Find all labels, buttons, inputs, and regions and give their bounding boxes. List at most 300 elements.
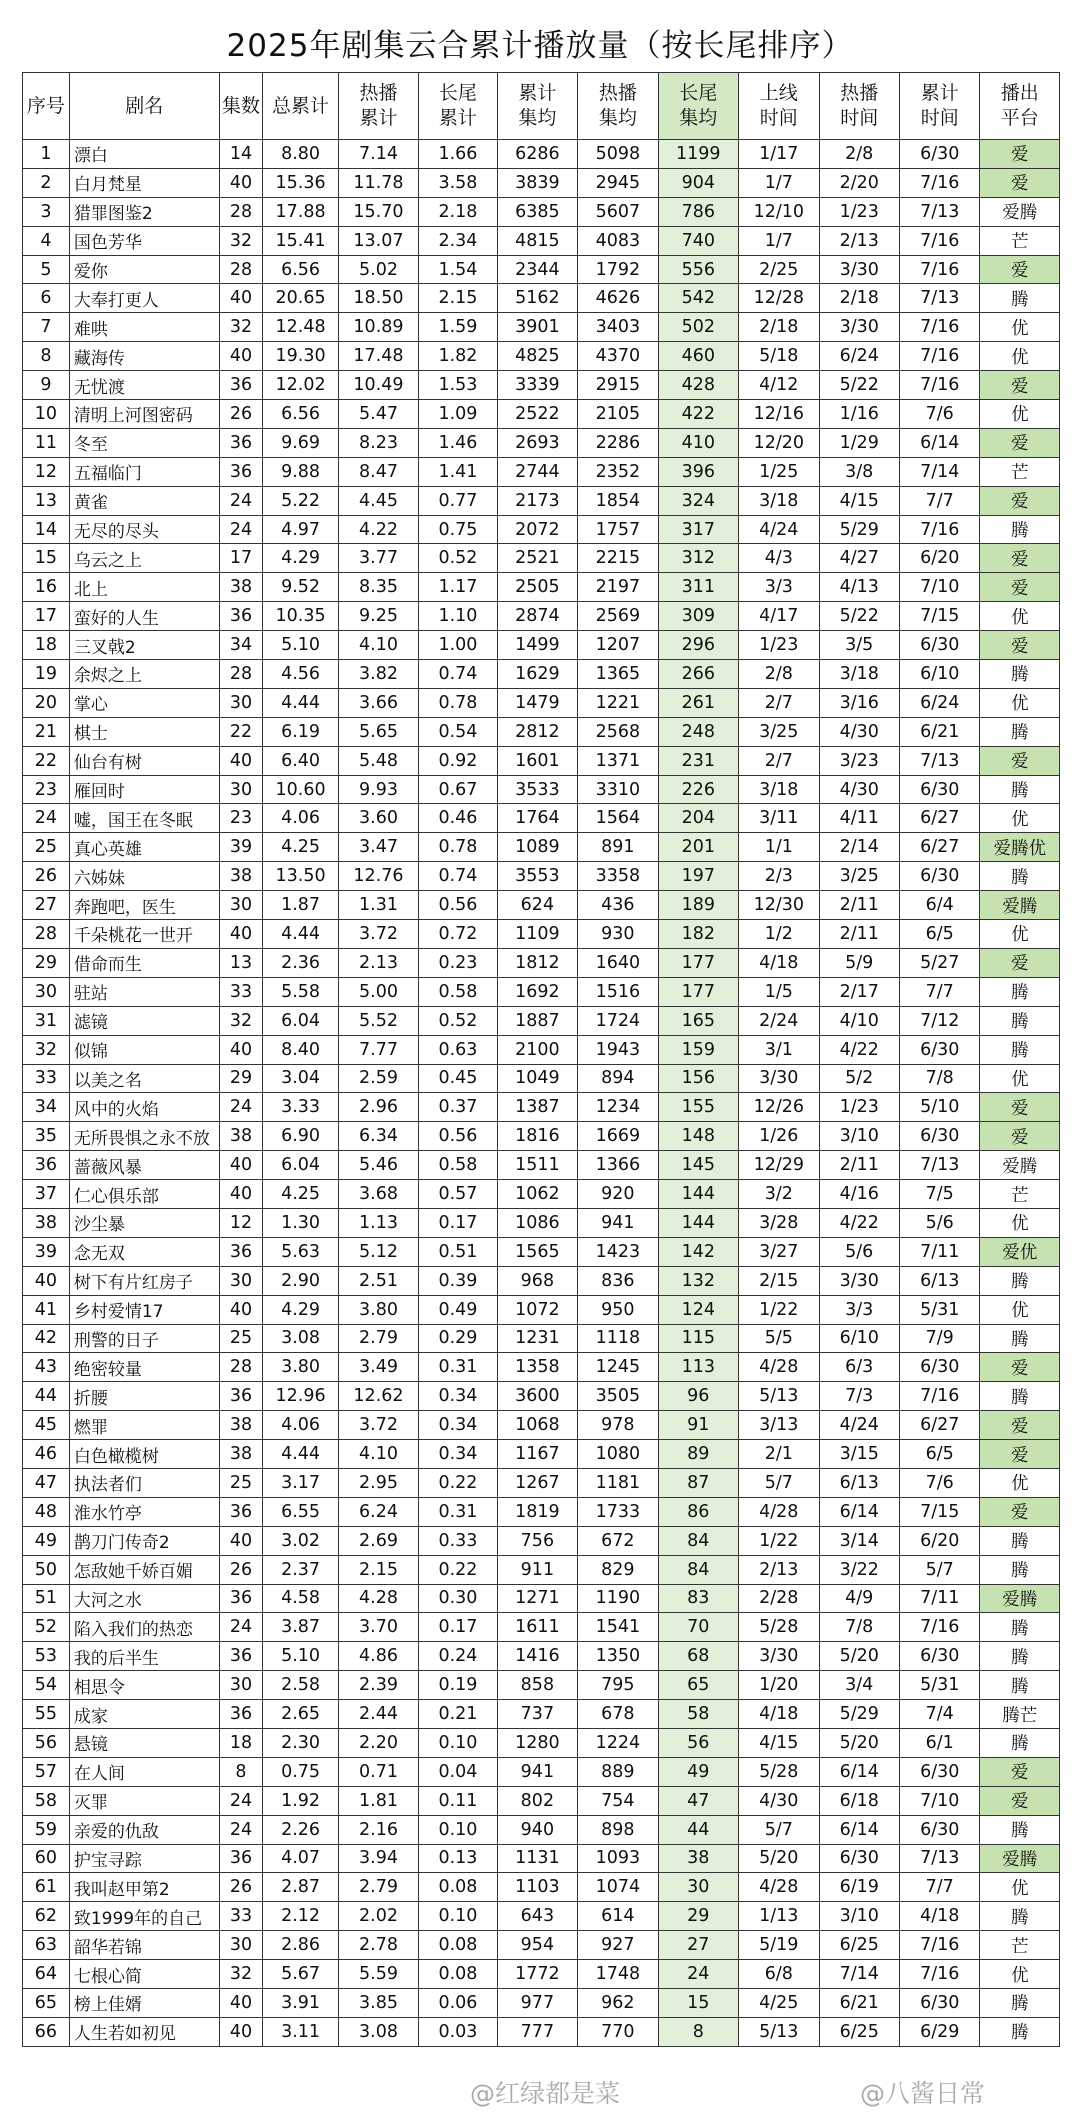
- cell-longtail_avg: 204: [658, 804, 738, 833]
- cell-total: 19.30: [263, 342, 338, 371]
- cell-hot_avg: 920: [578, 1180, 658, 1209]
- cell-total: 4.29: [263, 544, 338, 573]
- cell-platform: 腾: [980, 1815, 1060, 1844]
- cell-rank: 10: [23, 400, 70, 429]
- cell-cum_time: 6/5: [899, 920, 979, 949]
- cell-hot_avg: 614: [578, 1902, 658, 1931]
- cell-cum_time: 6/30: [899, 140, 979, 169]
- cell-hot: 3.72: [338, 1411, 418, 1440]
- cell-cum_time: 7/5: [899, 1180, 979, 1209]
- table-row: [23, 1440, 1060, 1469]
- cell-longtail_avg: 1199: [658, 140, 738, 169]
- cell-avg: 2522: [497, 400, 577, 429]
- cell-name: 淮水竹亭: [69, 1497, 219, 1526]
- cell-rank: 1: [23, 140, 70, 169]
- cell-launch: 1/22: [739, 1526, 819, 1555]
- table-row: [23, 342, 1060, 371]
- table-row: [23, 486, 1060, 515]
- cell-hot_avg: 889: [578, 1757, 658, 1786]
- cell-platform: 腾: [980, 1526, 1060, 1555]
- table-row: [23, 948, 1060, 977]
- cell-launch: 1/1: [739, 833, 819, 862]
- cell-hot: 3.72: [338, 920, 418, 949]
- cell-cum_time: 7/11: [899, 1584, 979, 1613]
- cell-rank: 15: [23, 544, 70, 573]
- cell-name: 北上: [69, 573, 219, 602]
- cell-platform: 芒: [980, 457, 1060, 486]
- cell-name: 蔷薇风暴: [69, 1151, 219, 1180]
- cell-hot: 0.71: [338, 1757, 418, 1786]
- page-title: 2025年剧集云合累计播放量（按长尾排序）: [226, 28, 854, 64]
- cell-longtail_avg: 56: [658, 1728, 738, 1757]
- cell-platform: 腾: [980, 1642, 1060, 1671]
- cell-launch: 2/24: [739, 1006, 819, 1035]
- cell-name: 清明上河图密码: [69, 400, 219, 429]
- cell-launch: 1/17: [739, 140, 819, 169]
- cell-name: 六姊妹: [69, 862, 219, 891]
- cell-longtail_avg: 248: [658, 717, 738, 746]
- cell-hot: 2.59: [338, 1064, 418, 1093]
- cell-hot: 5.52: [338, 1006, 418, 1035]
- cell-launch: 3/25: [739, 717, 819, 746]
- cell-launch: 1/25: [739, 457, 819, 486]
- cell-hot_time: 2/14: [819, 833, 899, 862]
- cell-hot_avg: 4083: [578, 226, 658, 255]
- table-row: [23, 1873, 1060, 1902]
- cell-longtail_avg: 740: [658, 226, 738, 255]
- cell-hot_time: 3/16: [819, 688, 899, 717]
- cell-longtail_avg: 410: [658, 428, 738, 457]
- cell-total: 2.87: [263, 1873, 338, 1902]
- cell-hot_avg: 1190: [578, 1584, 658, 1613]
- cell-episodes: 28: [219, 1353, 263, 1382]
- table-row: [23, 1035, 1060, 1064]
- cell-hot_time: 3/18: [819, 660, 899, 689]
- cell-hot_avg: 927: [578, 1931, 658, 1960]
- cell-cum_time: 7/16: [899, 1382, 979, 1411]
- cell-launch: 1/2: [739, 920, 819, 949]
- table-row: [23, 1728, 1060, 1757]
- table-row: [23, 1468, 1060, 1497]
- cell-avg: 1812: [497, 948, 577, 977]
- table-row: [23, 1584, 1060, 1613]
- cell-total: 9.69: [263, 428, 338, 457]
- cell-episodes: 30: [219, 688, 263, 717]
- cell-longtail: 1.54: [419, 255, 497, 284]
- cell-name: 白月梵星: [69, 168, 219, 197]
- cell-platform: 爱: [980, 1757, 1060, 1786]
- cell-longtail: 0.17: [419, 1208, 497, 1237]
- cell-hot_avg: 1640: [578, 948, 658, 977]
- cell-episodes: 28: [219, 197, 263, 226]
- cell-launch: 1/22: [739, 1295, 819, 1324]
- cell-hot_avg: 1207: [578, 631, 658, 660]
- cell-longtail_avg: 144: [658, 1180, 738, 1209]
- cell-cum_time: 7/7: [899, 977, 979, 1006]
- cell-launch: 3/13: [739, 1411, 819, 1440]
- cell-hot: 4.22: [338, 515, 418, 544]
- table-row: [23, 1382, 1060, 1411]
- cell-longtail_avg: 317: [658, 515, 738, 544]
- cell-longtail_avg: 27: [658, 1931, 738, 1960]
- cell-longtail_avg: 8: [658, 2017, 738, 2046]
- cell-name: 在人间: [69, 1757, 219, 1786]
- cell-rank: 27: [23, 891, 70, 920]
- cell-longtail_avg: 311: [658, 573, 738, 602]
- cell-avg: 4815: [497, 226, 577, 255]
- table-row: [23, 255, 1060, 284]
- cell-platform: 腾: [980, 1989, 1060, 2018]
- cell-rank: 39: [23, 1237, 70, 1266]
- cell-episodes: 32: [219, 226, 263, 255]
- cell-cum_time: 6/30: [899, 862, 979, 891]
- cell-hot: 13.07: [338, 226, 418, 255]
- cell-launch: 4/17: [739, 602, 819, 631]
- cell-episodes: 34: [219, 631, 263, 660]
- cell-total: 6.04: [263, 1151, 338, 1180]
- cell-hot_time: 6/25: [819, 2017, 899, 2046]
- table-row: [23, 140, 1060, 169]
- cell-hot_avg: 1854: [578, 486, 658, 515]
- cell-platform: 爱腾优: [980, 833, 1060, 862]
- cell-cum_time: 7/13: [899, 746, 979, 775]
- cell-cum_time: 7/16: [899, 313, 979, 342]
- cell-rank: 25: [23, 833, 70, 862]
- cell-episodes: 12: [219, 1208, 263, 1237]
- cell-longtail: 0.57: [419, 1180, 497, 1209]
- cell-launch: 3/30: [739, 1642, 819, 1671]
- cell-cum_time: 7/16: [899, 1960, 979, 1989]
- cell-longtail: 0.74: [419, 660, 497, 689]
- cell-platform: 优: [980, 920, 1060, 949]
- cell-hot_time: 6/19: [819, 1873, 899, 1902]
- cell-platform: 爱: [980, 168, 1060, 197]
- cell-hot: 8.23: [338, 428, 418, 457]
- cell-cum_time: 6/30: [899, 1642, 979, 1671]
- cell-name: 黄雀: [69, 486, 219, 515]
- cell-platform: 腾: [980, 1728, 1060, 1757]
- cell-name: 风中的火焰: [69, 1093, 219, 1122]
- cell-platform: 优: [980, 1064, 1060, 1093]
- cell-hot_avg: 1792: [578, 255, 658, 284]
- cell-cum_time: 7/12: [899, 1006, 979, 1035]
- cell-episodes: 33: [219, 977, 263, 1006]
- cell-total: 6.55: [263, 1497, 338, 1526]
- cell-hot_avg: 1748: [578, 1960, 658, 1989]
- cell-longtail: 0.54: [419, 717, 497, 746]
- cell-episodes: 36: [219, 1237, 263, 1266]
- watermark-right: @八酱日常: [860, 2079, 986, 2108]
- cell-hot: 2.78: [338, 1931, 418, 1960]
- cell-platform: 优: [980, 1873, 1060, 1902]
- cell-name: 大河之水: [69, 1584, 219, 1613]
- cell-cum_time: 7/8: [899, 1064, 979, 1093]
- cell-rank: 26: [23, 862, 70, 891]
- cell-hot_time: 4/24: [819, 1411, 899, 1440]
- cell-longtail: 1.53: [419, 371, 497, 400]
- cell-name: 沙尘暴: [69, 1208, 219, 1237]
- cell-rank: 37: [23, 1180, 70, 1209]
- cell-cum_time: 7/16: [899, 255, 979, 284]
- cell-launch: 4/24: [739, 515, 819, 544]
- cell-platform: 优: [980, 1468, 1060, 1497]
- cell-platform: 爱腾: [980, 1844, 1060, 1873]
- cell-platform: 爱: [980, 948, 1060, 977]
- cell-name: 借命而生: [69, 948, 219, 977]
- cell-rank: 22: [23, 746, 70, 775]
- cell-platform: 腾: [980, 1006, 1060, 1035]
- cell-longtail: 0.10: [419, 1902, 497, 1931]
- cell-longtail: 0.08: [419, 1931, 497, 1960]
- table-row: [23, 371, 1060, 400]
- cell-hot_avg: 436: [578, 891, 658, 920]
- cell-name: 相思令: [69, 1671, 219, 1700]
- cell-launch: 3/3: [739, 573, 819, 602]
- table-row: [23, 862, 1060, 891]
- cell-longtail: 0.08: [419, 1873, 497, 1902]
- cell-platform: 爱: [980, 486, 1060, 515]
- cell-platform: 腾: [980, 284, 1060, 313]
- cell-name: 掌心: [69, 688, 219, 717]
- cell-total: 4.25: [263, 833, 338, 862]
- cell-name: 仙台有树: [69, 746, 219, 775]
- cell-longtail_avg: 189: [658, 891, 738, 920]
- table-header-row: [23, 73, 1060, 140]
- cell-hot: 5.46: [338, 1151, 418, 1180]
- cell-hot_avg: 4626: [578, 284, 658, 313]
- cell-cum_time: 7/15: [899, 602, 979, 631]
- cell-longtail_avg: 261: [658, 688, 738, 717]
- cell-hot: 2.44: [338, 1700, 418, 1729]
- cell-longtail: 0.11: [419, 1786, 497, 1815]
- cell-hot: 10.89: [338, 313, 418, 342]
- cell-cum_time: 6/29: [899, 2017, 979, 2046]
- cell-longtail_avg: 428: [658, 371, 738, 400]
- cell-rank: 4: [23, 226, 70, 255]
- cell-launch: 12/28: [739, 284, 819, 313]
- cell-total: 4.44: [263, 688, 338, 717]
- cell-longtail: 1.41: [419, 457, 497, 486]
- cell-hot: 15.70: [338, 197, 418, 226]
- cell-launch: 4/15: [739, 1728, 819, 1757]
- cell-hot_time: 3/30: [819, 1266, 899, 1295]
- cell-episodes: 30: [219, 1266, 263, 1295]
- cell-total: 6.56: [263, 255, 338, 284]
- cell-hot: 17.48: [338, 342, 418, 371]
- cell-name: 护宝寻踪: [69, 1844, 219, 1873]
- cell-hot_avg: 795: [578, 1671, 658, 1700]
- table-row: [23, 775, 1060, 804]
- cell-hot_avg: 3310: [578, 775, 658, 804]
- cell-platform: 爱: [980, 1411, 1060, 1440]
- cell-cum_time: 6/13: [899, 1266, 979, 1295]
- cell-platform: 爱: [980, 1093, 1060, 1122]
- cell-hot_time: 6/10: [819, 1324, 899, 1353]
- cell-hot_avg: 1080: [578, 1440, 658, 1469]
- cell-hot_avg: 3358: [578, 862, 658, 891]
- cell-avg: 2072: [497, 515, 577, 544]
- cell-longtail_avg: 155: [658, 1093, 738, 1122]
- cell-rank: 24: [23, 804, 70, 833]
- cell-platform: 爱: [980, 1786, 1060, 1815]
- cell-hot: 3.60: [338, 804, 418, 833]
- cell-hot: 3.66: [338, 688, 418, 717]
- cell-avg: 954: [497, 1931, 577, 1960]
- cell-launch: 2/8: [739, 660, 819, 689]
- cell-launch: 1/7: [739, 226, 819, 255]
- cell-name: 驻站: [69, 977, 219, 1006]
- cell-longtail_avg: 124: [658, 1295, 738, 1324]
- cell-cum_time: 7/16: [899, 226, 979, 255]
- cell-avg: 802: [497, 1786, 577, 1815]
- cell-rank: 31: [23, 1006, 70, 1035]
- cell-episodes: 32: [219, 313, 263, 342]
- table-row: [23, 631, 1060, 660]
- table-row: [23, 1266, 1060, 1295]
- cell-hot_time: 5/9: [819, 948, 899, 977]
- cell-avg: 1089: [497, 833, 577, 862]
- cell-longtail_avg: 132: [658, 1266, 738, 1295]
- cell-hot_avg: 2915: [578, 371, 658, 400]
- cell-total: 5.58: [263, 977, 338, 1006]
- cell-platform: 爱: [980, 746, 1060, 775]
- cell-launch: 12/10: [739, 197, 819, 226]
- cell-hot_time: 3/22: [819, 1555, 899, 1584]
- cell-cum_time: 7/13: [899, 284, 979, 313]
- cell-hot_time: 4/9: [819, 1584, 899, 1613]
- cell-hot_time: 5/29: [819, 515, 899, 544]
- cell-episodes: 24: [219, 1786, 263, 1815]
- cell-launch: 3/2: [739, 1180, 819, 1209]
- cell-episodes: 36: [219, 1497, 263, 1526]
- cell-rank: 42: [23, 1324, 70, 1353]
- cell-hot_time: 3/25: [819, 862, 899, 891]
- column-header-launch: 上线 时间: [739, 73, 819, 140]
- cell-episodes: 33: [219, 1902, 263, 1931]
- cell-hot_avg: 2945: [578, 168, 658, 197]
- cell-name: 成家: [69, 1700, 219, 1729]
- cell-name: 无忧渡: [69, 371, 219, 400]
- cell-longtail_avg: 159: [658, 1035, 738, 1064]
- cell-total: 0.75: [263, 1757, 338, 1786]
- cell-hot_time: 3/30: [819, 255, 899, 284]
- cell-launch: 5/20: [739, 1844, 819, 1873]
- cell-longtail: 0.29: [419, 1324, 497, 1353]
- cell-hot: 9.25: [338, 602, 418, 631]
- table-row: [23, 1526, 1060, 1555]
- cell-platform: 爱: [980, 1122, 1060, 1151]
- cell-cum_time: 6/30: [899, 1815, 979, 1844]
- cell-cum_time: 6/5: [899, 1440, 979, 1469]
- cell-name: 难哄: [69, 313, 219, 342]
- cell-total: 8.40: [263, 1035, 338, 1064]
- cell-total: 12.48: [263, 313, 338, 342]
- cell-cum_time: 6/21: [899, 717, 979, 746]
- cell-longtail: 0.21: [419, 1700, 497, 1729]
- cell-name: 仁心俱乐部: [69, 1180, 219, 1209]
- cell-episodes: 8: [219, 1757, 263, 1786]
- cell-name: 嘘，国王在冬眠: [69, 804, 219, 833]
- cell-avg: 3533: [497, 775, 577, 804]
- cell-name: 鹊刀门传奇2: [69, 1526, 219, 1555]
- cell-rank: 6: [23, 284, 70, 313]
- cell-longtail_avg: 904: [658, 168, 738, 197]
- cell-rank: 49: [23, 1526, 70, 1555]
- cell-longtail_avg: 231: [658, 746, 738, 775]
- cell-longtail_avg: 49: [658, 1757, 738, 1786]
- cell-hot: 2.96: [338, 1093, 418, 1122]
- cell-total: 3.33: [263, 1093, 338, 1122]
- cell-rank: 62: [23, 1902, 70, 1931]
- cell-total: 3.17: [263, 1468, 338, 1497]
- cell-launch: 5/28: [739, 1613, 819, 1642]
- cell-name: 白色橄榄树: [69, 1440, 219, 1469]
- cell-platform: 腾: [980, 862, 1060, 891]
- cell-longtail_avg: 422: [658, 400, 738, 429]
- cell-name: 滤镜: [69, 1006, 219, 1035]
- cell-longtail: 0.19: [419, 1671, 497, 1700]
- cell-launch: 4/28: [739, 1353, 819, 1382]
- cell-name: 藏海传: [69, 342, 219, 371]
- cell-hot_avg: 1724: [578, 1006, 658, 1035]
- cell-avg: 911: [497, 1555, 577, 1584]
- table-row: [23, 977, 1060, 1006]
- cell-longtail: 0.46: [419, 804, 497, 833]
- cell-total: 6.40: [263, 746, 338, 775]
- cell-cum_time: 6/24: [899, 688, 979, 717]
- cell-platform: 爱腾: [980, 197, 1060, 226]
- column-header-platform: 播出 平台: [980, 73, 1060, 140]
- cell-longtail: 0.04: [419, 1757, 497, 1786]
- cell-episodes: 32: [219, 1006, 263, 1035]
- cell-platform: 腾: [980, 977, 1060, 1006]
- cell-hot: 3.85: [338, 1989, 418, 2018]
- cell-avg: 1358: [497, 1353, 577, 1382]
- cell-hot_avg: 1541: [578, 1613, 658, 1642]
- cell-longtail: 0.31: [419, 1353, 497, 1382]
- cell-launch: 1/20: [739, 1671, 819, 1700]
- cell-episodes: 40: [219, 1526, 263, 1555]
- cell-longtail_avg: 70: [658, 1613, 738, 1642]
- cell-launch: 4/12: [739, 371, 819, 400]
- cell-episodes: 26: [219, 1873, 263, 1902]
- cell-avg: 1086: [497, 1208, 577, 1237]
- cell-longtail: 0.58: [419, 977, 497, 1006]
- cell-platform: 腾: [980, 2017, 1060, 2046]
- cell-hot_avg: 1234: [578, 1093, 658, 1122]
- cell-longtail_avg: 177: [658, 948, 738, 977]
- cell-name: 千朵桃花一世开: [69, 920, 219, 949]
- cell-platform: 优: [980, 342, 1060, 371]
- cell-hot: 2.13: [338, 948, 418, 977]
- cell-avg: 1565: [497, 1237, 577, 1266]
- cell-launch: 5/28: [739, 1757, 819, 1786]
- cell-avg: 1764: [497, 804, 577, 833]
- cell-longtail_avg: 113: [658, 1353, 738, 1382]
- column-header-longtail_avg: 长尾 集均: [658, 73, 738, 140]
- cell-name: 折腰: [69, 1382, 219, 1411]
- cell-cum_time: 6/20: [899, 544, 979, 573]
- cell-hot: 1.13: [338, 1208, 418, 1237]
- cell-hot_time: 4/22: [819, 1035, 899, 1064]
- cell-rank: 41: [23, 1295, 70, 1324]
- cell-avg: 940: [497, 1815, 577, 1844]
- cell-rank: 19: [23, 660, 70, 689]
- cell-cum_time: 6/27: [899, 1411, 979, 1440]
- cell-launch: 3/1: [739, 1035, 819, 1064]
- cell-hot_time: 3/15: [819, 1440, 899, 1469]
- cell-total: 3.80: [263, 1353, 338, 1382]
